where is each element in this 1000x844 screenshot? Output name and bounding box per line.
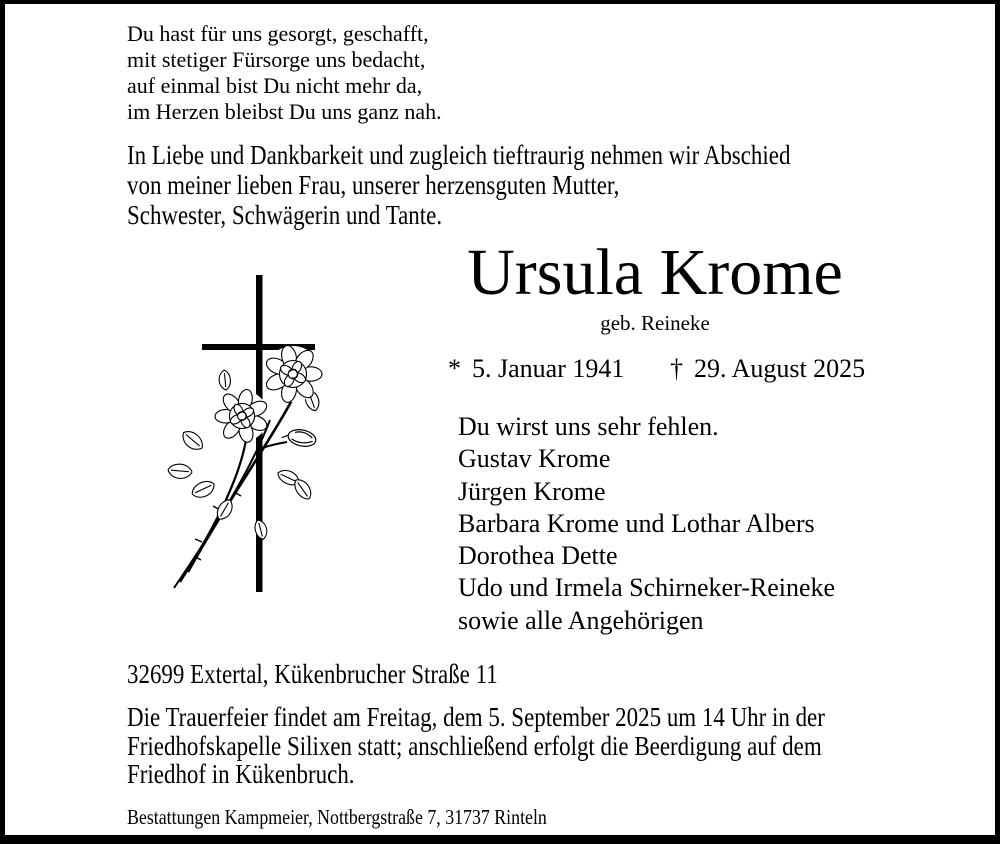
- mourner: Jürgen Krome: [458, 476, 606, 506]
- funeral-line: Friedhof in Kükenbruch.: [127, 759, 355, 789]
- death-date-text: 29. August 2025: [694, 354, 866, 383]
- birth-date: [448, 354, 624, 384]
- mourner: Barbara Krome und Lothar Albers: [458, 508, 815, 538]
- funeral-home-line: Bestattungen Kampmeier, Nottbergstraße 7, 31737 Rinteln: [127, 805, 547, 829]
- poem-line: auf einmal bist Du nicht mehr da,: [127, 73, 423, 98]
- poem: [127, 21, 442, 125]
- maiden-name: geb. Reineke: [600, 311, 710, 335]
- mourner: Udo und Irmela Schirneker-Reineke: [458, 573, 836, 603]
- died-symbol: †: [670, 354, 683, 383]
- funeral-info: [127, 703, 825, 789]
- mourner: sowie alle Angehörigen: [458, 605, 704, 635]
- intro-line: Schwester, Schwägerin und Tante.: [127, 200, 443, 230]
- poem-line: mit stetiger Fürsorge uns bedacht,: [127, 47, 426, 72]
- mourner: Gustav Krome: [458, 444, 611, 474]
- born-symbol: *: [448, 354, 461, 383]
- mourner: Dorothea Dette: [458, 541, 618, 571]
- frame-border-left: [0, 0, 5, 844]
- deceased-name: Ursula Krome: [467, 236, 843, 309]
- mourners-list: [458, 411, 835, 637]
- funeral-line: Friedhofskapelle Silixen statt; anschließend erfolgt die Beerdigung auf dem: [127, 730, 822, 761]
- birth-date-text: 5. Januar 1941: [472, 354, 625, 383]
- intro-line: In Liebe und Dankbarkeit und zugleich tieftraurig nehmen wir Abschied: [127, 140, 791, 170]
- poem-line: Du hast für uns gesorgt, geschafft,: [127, 21, 429, 46]
- death-date: [670, 354, 865, 384]
- poem-line: im Herzen bleibst Du uns ganz nah.: [127, 99, 442, 124]
- cross-with-roses-icon: [150, 270, 370, 600]
- intro-line: von meiner lieben Frau, unserer herzensguten Mutter,: [127, 170, 620, 200]
- address-line: 32699 Extertal, Kükenbrucher Straße 11: [127, 659, 498, 689]
- frame-border-right: [995, 0, 1000, 844]
- farewell-line: Du wirst uns sehr fehlen.: [458, 412, 719, 441]
- funeral-line: Die Trauerfeier findet am Freitag, dem 5. September 2025 um 14 Uhr in der: [127, 702, 825, 732]
